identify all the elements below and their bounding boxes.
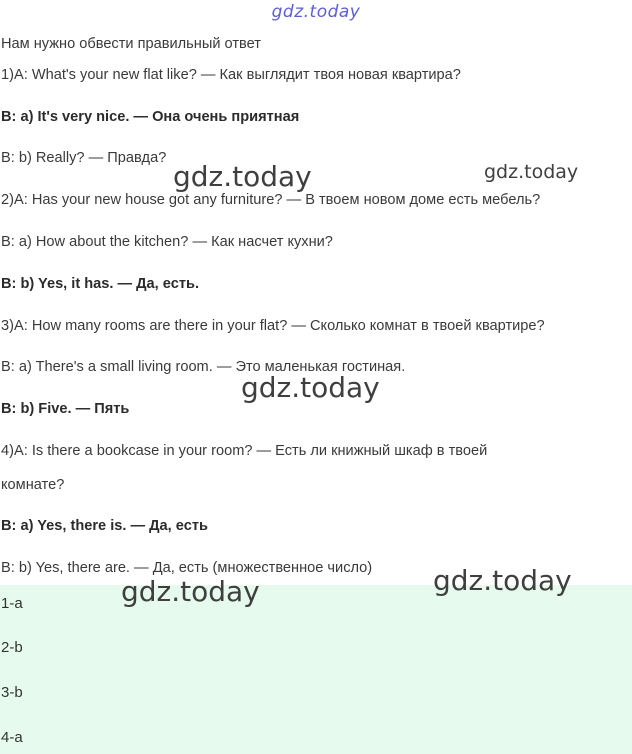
watermark: gdz.today — [173, 160, 312, 193]
watermark: gdz.today — [241, 371, 380, 404]
dialogue-line: B: b) Yes, it has. — Да, есть. — [1, 276, 199, 292]
intro-text: Нам нужно обвести правильный ответ — [1, 36, 261, 52]
dialogue-line: B: b) Five. — Пять — [1, 401, 130, 417]
answer-item: 1-a — [1, 595, 23, 612]
dialogue-line: B: a) There's a small living room. — Это маленькая гостиная. — [1, 359, 406, 375]
dialogue-line: B: a) Yes, there is. — Да, есть — [1, 518, 208, 534]
dialogue-line: B: b) Yes, there are. — Да, есть (множественное число) — [1, 560, 373, 576]
answer-item: 3-b — [1, 684, 23, 701]
dialogue-line: 3)A: How many rooms are there in your flat? — Сколько комнат в твоей квартире? — [1, 318, 545, 334]
site-logo[interactable]: gdz.today — [271, 2, 361, 22]
answers-panel — [0, 585, 632, 754]
dialogue-line: 4)A: Is there a bookcase in your room? — Есть ли книжный шкаф в твоей — [1, 443, 488, 459]
dialogue-line: 2)A: Has your new house got any furniture? — В твоем новом доме есть мебель? — [1, 192, 541, 208]
dialogue-line: комнате? — [1, 477, 65, 493]
watermark: gdz.today — [433, 564, 572, 597]
dialogue-line: B: b) Really? — Правда? — [1, 150, 167, 166]
dialogue-line: B: a) It's very nice. — Она очень приятная — [1, 109, 300, 125]
watermark: gdz.today — [484, 161, 579, 183]
dialogue-line: 1)A: What's your new flat like? — Как выглядит твоя новая квартира? — [1, 67, 461, 83]
answer-item: 2-b — [1, 639, 23, 656]
dialogue-line: B: a) How about the kitchen? — Как насчет кухни? — [1, 234, 333, 250]
answer-item: 4-a — [1, 729, 23, 746]
watermark: gdz.today — [121, 575, 260, 608]
